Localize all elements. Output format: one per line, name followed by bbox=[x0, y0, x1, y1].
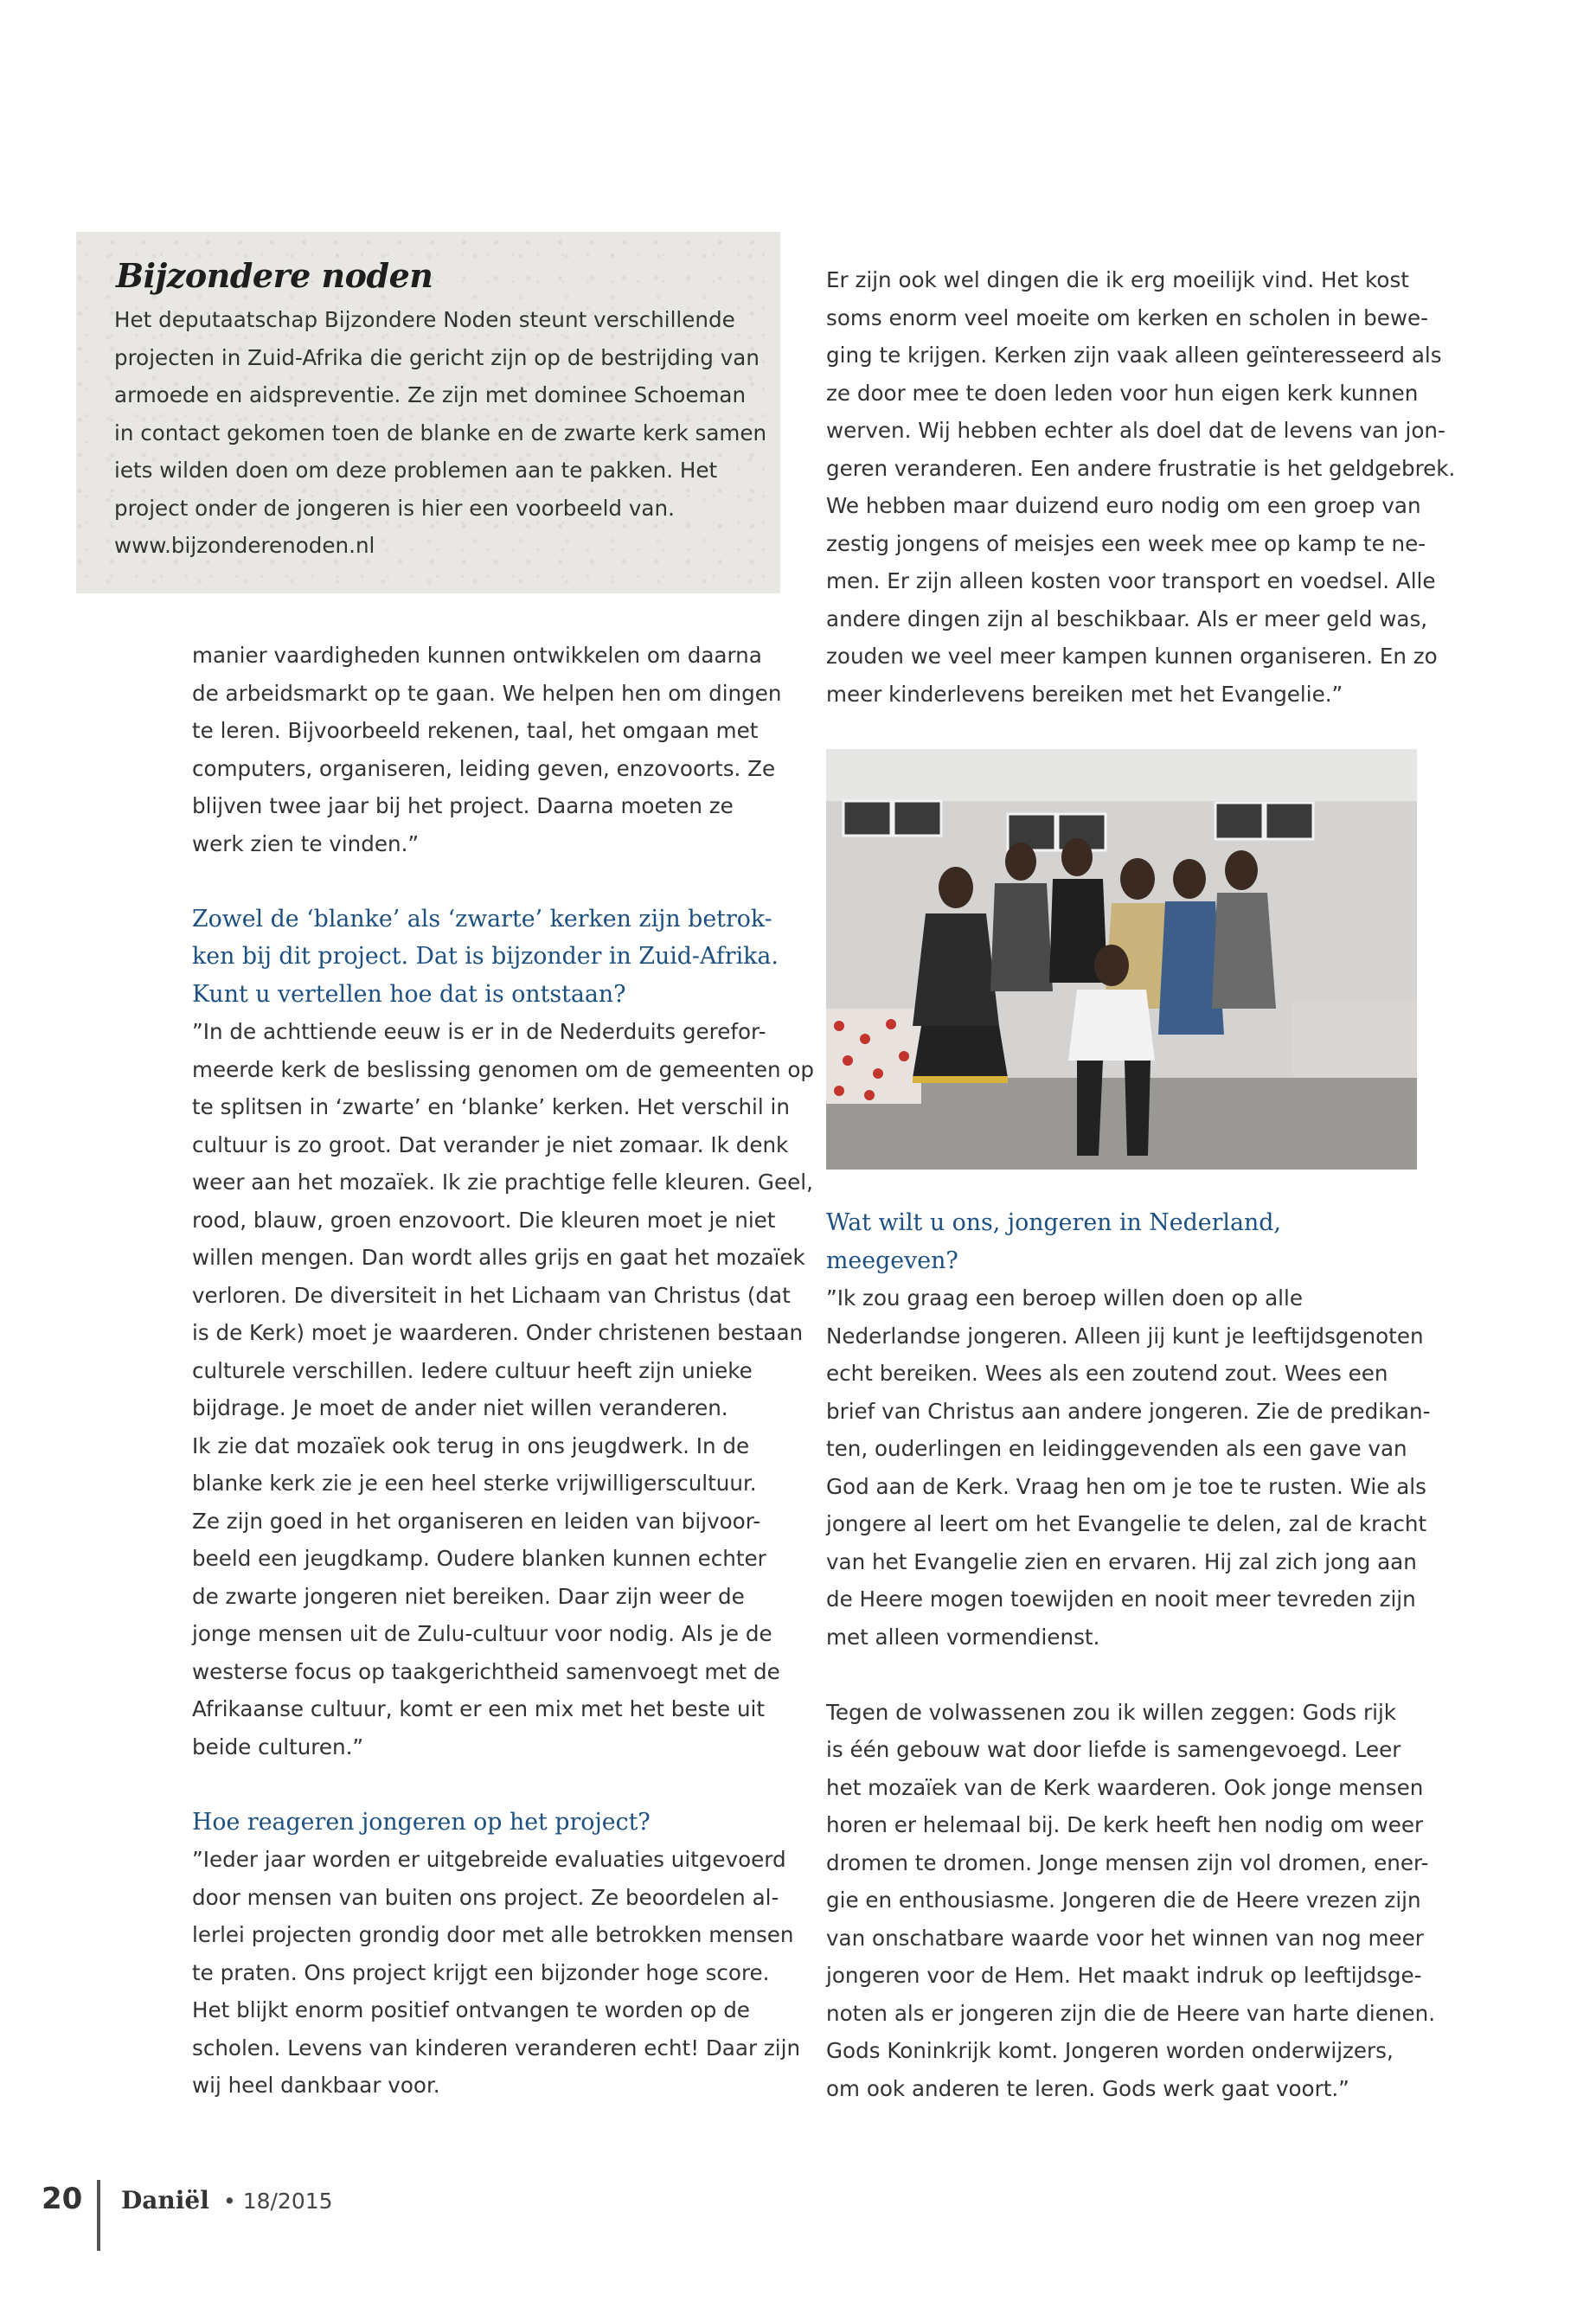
info-box-text bbox=[114, 301, 767, 565]
text-line: Kunt u vertellen hoe dat is ontstaan? bbox=[192, 980, 626, 1008]
text-line: van het Evangelie zien en ervaren. Hij zal zich jong aan bbox=[826, 1548, 1417, 1574]
text-line: project onder de jongeren is hier een voorbeeld van. bbox=[114, 495, 675, 521]
text-line: ze door mee te doen leden voor hun eigen kerk kunnen bbox=[826, 380, 1419, 406]
text-line: Wat wilt u ons, jongeren in Nederland, bbox=[826, 1209, 1281, 1236]
text-line: bijdrage. Je moet de ander niet willen veranderen. bbox=[192, 1395, 728, 1420]
intro-paragraph bbox=[826, 261, 1456, 713]
text-line: is de Kerk) moet je waarderen. Onder christenen bestaan bbox=[192, 1320, 804, 1345]
text-line: Het blijkt enorm positief ontvangen te worden op de bbox=[192, 1997, 750, 2022]
text-line: noten als er jongeren zijn die de Heere van harte dienen. bbox=[826, 2000, 1436, 2026]
text-line: projecten in Zuid-Afrika die gericht zijn op de bestrijding van bbox=[114, 344, 760, 370]
group-photo bbox=[826, 749, 1417, 1170]
text-line: andere dingen zijn al beschikbaar. Als er meer geld was, bbox=[826, 606, 1428, 631]
text-line: blijven twee jaar bij het project. Daarna moeten ze bbox=[192, 793, 734, 818]
text-line: Hoe reageren jongeren op het project? bbox=[192, 1808, 651, 1836]
text-line: dromen te dromen. Jonge mensen zijn vol dromen, ener- bbox=[826, 1849, 1429, 1875]
magazine-name: Daniël bbox=[121, 2186, 209, 2214]
text-line: de arbeidsmarkt op te gaan. We helpen hen om dingen bbox=[192, 680, 782, 706]
text-line: Ik zie dat mozaïek ook terug in ons jeugdwerk. In de bbox=[192, 1433, 750, 1458]
text-line: is één gebouw wat door liefde is samengevoegd. Leer bbox=[826, 1737, 1401, 1762]
text-line: jongeren voor de Hem. Het maakt indruk op leeftijdsge- bbox=[826, 1963, 1422, 1988]
text-line: jonge mensen uit de Zulu-cultuur voor nodig. Als je de bbox=[192, 1621, 772, 1646]
text-line: het mozaïek van de Kerk waarderen. Ook jonge mensen bbox=[826, 1774, 1424, 1800]
text-line: Afrikaanse cultuur, komt er een mix met het beste uit bbox=[192, 1696, 766, 1721]
text-line: van onschatbare waarde voor het winnen van nog meer bbox=[826, 1925, 1424, 1951]
info-box-bijzondere-noden bbox=[76, 232, 780, 593]
text-line: iets wilden doen om deze problemen aan te pakken. Het bbox=[114, 458, 718, 483]
answer-paragraph bbox=[826, 1694, 1436, 2108]
text-line: soms enorm veel moeite om kerken en scholen in bewe- bbox=[826, 304, 1428, 330]
text-line: horen er helemaal bij. De kerk heeft hen nodig om weer bbox=[826, 1812, 1424, 1837]
text-line: werk zien te vinden.” bbox=[192, 830, 420, 856]
text-line: met alleen vormendienst. bbox=[826, 1624, 1100, 1650]
text-line: werven. Wij hebben echter als doel dat de levens van jon- bbox=[826, 418, 1445, 443]
text-line: gie en enthousiasme. Jongeren die de Heere vrezen zijn bbox=[826, 1888, 1421, 1913]
text-line: de zwarte jongeren niet bereiken. Daar zijn weer de bbox=[192, 1583, 745, 1609]
left-column bbox=[192, 637, 815, 2105]
text-line: geren veranderen. Een andere frustratie is het geldgebrek. bbox=[826, 455, 1456, 481]
text-line: willen mengen. Dan wordt alles grijs en gaat het mozaïek bbox=[192, 1245, 805, 1270]
question-heading bbox=[192, 901, 789, 1014]
right-column-bottom bbox=[826, 1204, 1436, 2107]
text-line: Ze zijn goed in het organiseren en leiden van bijvoor- bbox=[192, 1508, 761, 1534]
text-line: meer kinderlevens bereiken met het Evangelie.” bbox=[826, 681, 1343, 707]
text-line: We hebben maar duizend euro nodig om een groep van bbox=[826, 493, 1421, 518]
answer-paragraph bbox=[192, 1841, 801, 2105]
text-line: culturele verschillen. Iedere cultuur heeft zijn unieke bbox=[192, 1357, 753, 1383]
issue-number: • 18/2015 bbox=[223, 2189, 333, 2214]
text-line: zestig jongens of meisjes een week mee op kamp te ne- bbox=[826, 530, 1426, 556]
text-line: ken bij dit project. Dat is bijzonder in Zuid-Afrika. bbox=[192, 943, 779, 970]
text-line: beide culturen.” bbox=[192, 1734, 364, 1759]
text-line: rood, blauw, groen enzovoort. Die kleuren moet je niet bbox=[192, 1207, 776, 1233]
text-line: manier vaardigheden kunnen ontwikkelen om daarna bbox=[192, 643, 762, 668]
text-line: ”Ieder jaar worden er uitgebreide evaluaties uitgevoerd bbox=[192, 1847, 786, 1872]
text-line: te praten. Ons project krijgt een bijzonder hoge score. bbox=[192, 1959, 770, 1985]
text-line: meerde kerk de beslissing genomen om de gemeenten op bbox=[192, 1056, 815, 1082]
answer-paragraph bbox=[192, 1013, 815, 1766]
text-line: www.bijzonderenoden.nl bbox=[114, 533, 375, 558]
text-line: armoede en aidspreventie. Ze zijn met dominee Schoeman bbox=[114, 382, 747, 407]
text-line: te leren. Bijvoorbeeld rekenen, taal, het omgaan met bbox=[192, 718, 759, 743]
text-line: brief van Christus aan andere jongeren. Zie de predikan- bbox=[826, 1398, 1431, 1424]
text-line: Tegen de volwassenen zou ik willen zeggen: Gods rijk bbox=[826, 1699, 1397, 1725]
text-line: jongere al leert om het Evangelie te delen, zal de kracht bbox=[826, 1511, 1427, 1536]
text-line: echt bereiken. Wees als een zoutend zout. Wees een bbox=[826, 1361, 1388, 1386]
text-line: verloren. De diversiteit in het Lichaam van Christus (dat bbox=[192, 1282, 791, 1308]
text-line: de Heere mogen toewijden en nooit meer tevreden zijn bbox=[826, 1586, 1416, 1612]
text-line: ”Ik zou graag een beroep willen doen op alle bbox=[826, 1285, 1303, 1311]
text-line: meegeven? bbox=[826, 1247, 958, 1274]
text-line: in contact gekomen toen de blanke en de zwarte kerk samen bbox=[114, 420, 767, 445]
text-line: lerlei projecten grondig door met alle betrokken mensen bbox=[192, 1922, 794, 1947]
right-column-top bbox=[826, 261, 1456, 713]
intro-paragraph bbox=[192, 637, 789, 862]
text-line: men. Er zijn alleen kosten voor transport en voedsel. Alle bbox=[826, 568, 1436, 593]
text-line: door mensen van buiten ons project. Ze beoordelen al- bbox=[192, 1884, 779, 1910]
text-line: Nederlandse jongeren. Alleen jij kunt je leeftijdsgenoten bbox=[826, 1323, 1424, 1349]
text-line: westerse focus op taakgerichtheid samenvoegt met de bbox=[192, 1658, 780, 1684]
page-number: 20 bbox=[42, 2182, 83, 2216]
text-line: God aan de Kerk. Vraag hen om je toe te rusten. Wie als bbox=[826, 1473, 1426, 1499]
text-line: zouden we veel meer kampen kunnen organiseren. En zo bbox=[826, 644, 1438, 669]
text-line: ging te krijgen. Kerken zijn vaak alleen geïnteresseerd als bbox=[826, 343, 1442, 368]
text-line: cultuur is zo groot. Dat verander je niet zomaar. Ik denk bbox=[192, 1131, 789, 1157]
text-line: Het deputaatschap Bijzondere Noden steunt verschillende bbox=[114, 307, 735, 332]
text-line: Gods Koninkrijk komt. Jongeren worden onderwijzers, bbox=[826, 2038, 1394, 2063]
text-line: Zowel de ‘blanke’ als ‘zwarte’ kerken zijn betrok- bbox=[192, 905, 772, 933]
question-heading bbox=[826, 1204, 1432, 1279]
text-line: blanke kerk zie je een heel sterke vrijwilligerscultuur. bbox=[192, 1471, 757, 1496]
text-line: ”In de achttiende eeuw is er in de Nederduits gerefor- bbox=[192, 1019, 766, 1044]
text-line: om ook anderen te leren. Gods werk gaat voort.” bbox=[826, 2075, 1349, 2101]
text-line: computers, organiseren, leiding geven, enzovoorts. Ze bbox=[192, 755, 776, 781]
info-box-title: Bijzondere noden bbox=[116, 256, 433, 295]
text-line: ten, ouderlingen en leidinggevenden als een gave van bbox=[826, 1436, 1407, 1461]
text-line: wij heel dankbaar voor. bbox=[192, 2073, 440, 2098]
text-line: te splitsen in ‘zwarte’ en ‘blanke’ kerken. Het verschil in bbox=[192, 1094, 790, 1119]
text-line: weer aan het mozaïek. Ik zie prachtige felle kleuren. Geel, bbox=[192, 1170, 813, 1195]
footer-divider bbox=[97, 2180, 100, 2251]
text-line: scholen. Levens van kinderen veranderen echt! Daar zijn bbox=[192, 2035, 801, 2061]
text-line: Er zijn ook wel dingen die ik erg moeilijk vind. Het kost bbox=[826, 267, 1409, 292]
question-heading bbox=[192, 1804, 789, 1842]
text-line: beeld een jeugdkamp. Oudere blanken kunnen echter bbox=[192, 1546, 766, 1571]
answer-paragraph bbox=[826, 1279, 1432, 1656]
